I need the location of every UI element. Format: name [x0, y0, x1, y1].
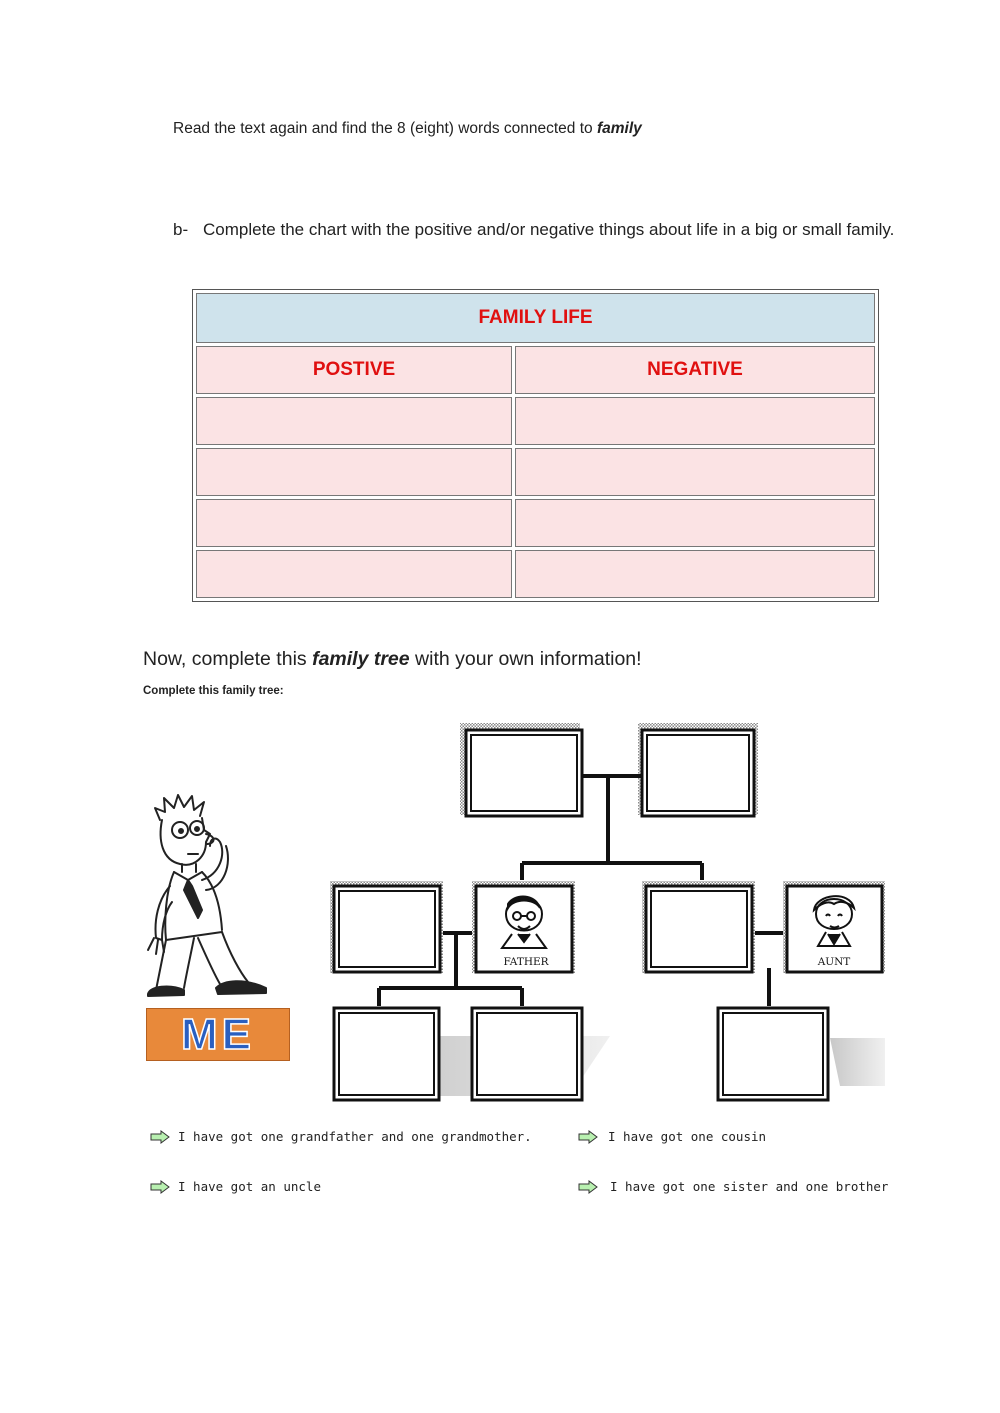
- column-header-negative: NEGATIVE: [515, 346, 875, 394]
- clue-text: I have got one cousin: [608, 1129, 767, 1144]
- heading-pre: Now, complete this: [143, 648, 313, 670]
- clue-text: I have got one sister and one brother: [610, 1179, 889, 1194]
- negative-cell[interactable]: [515, 397, 875, 445]
- aunt-label: AUNT: [817, 956, 851, 968]
- family-life-table: [192, 289, 879, 602]
- clue-text: I have got one grandfather and one grandmother.: [178, 1129, 532, 1144]
- father-box: [472, 881, 575, 973]
- clue-item: [578, 1179, 888, 1194]
- table-row: [196, 499, 875, 547]
- positive-cell[interactable]: [196, 550, 512, 598]
- child-box-empty-2[interactable]: [472, 1008, 582, 1100]
- me-label: [147, 1009, 289, 1060]
- item-label: b-: [173, 220, 189, 239]
- table-row: [196, 448, 875, 496]
- family-tree-diagram: [320, 718, 890, 1103]
- negative-cell[interactable]: [515, 448, 875, 496]
- heading-emphasis: family tree: [312, 648, 410, 670]
- green-arrow-icon: [150, 1130, 170, 1144]
- table-row: [196, 550, 875, 598]
- instruction-find-words: [173, 120, 642, 138]
- clue-item: [150, 1179, 321, 1194]
- parent-box-empty-2[interactable]: [642, 881, 755, 973]
- grandparent-box-2[interactable]: [638, 723, 758, 816]
- aunt-box: [783, 881, 885, 973]
- column-header-positive: POSTIVE: [196, 346, 512, 394]
- negative-cell[interactable]: [515, 499, 875, 547]
- me-text: ME: [181, 1010, 255, 1059]
- table-title: FAMILY LIFE: [196, 293, 875, 343]
- table-row: [196, 397, 875, 445]
- negative-cell[interactable]: [515, 550, 875, 598]
- father-label: FATHER: [503, 956, 549, 968]
- boy-cartoon-image: [140, 790, 280, 1005]
- family-tree-subheading: Complete this family tree:: [143, 685, 284, 697]
- green-arrow-icon: [578, 1180, 598, 1194]
- positive-cell[interactable]: [196, 499, 512, 547]
- instruction-item-b: [173, 218, 933, 242]
- shadow: [830, 1038, 885, 1086]
- item-text: Complete the chart with the positive and/or negative things about life in a big or small family.: [203, 220, 895, 239]
- heading-post: with your own information!: [409, 648, 642, 670]
- cousin-box-empty[interactable]: [718, 1008, 828, 1100]
- clue-item: [150, 1129, 532, 1144]
- instruction-text: Read the text again and find the 8 (eight) words connected to: [173, 120, 597, 137]
- positive-cell[interactable]: [196, 448, 512, 496]
- child-box-empty-1[interactable]: [334, 1008, 439, 1100]
- me-label-box: [146, 1008, 290, 1061]
- clue-item: [578, 1129, 766, 1144]
- parent-box-empty-1[interactable]: [330, 881, 443, 973]
- green-arrow-icon: [150, 1180, 170, 1194]
- instruction-emphasis: family: [596, 120, 642, 137]
- grandparent-box-1[interactable]: [460, 723, 582, 816]
- family-tree-heading: [143, 648, 642, 671]
- clue-text: I have got an uncle: [178, 1179, 321, 1194]
- green-arrow-icon: [578, 1130, 598, 1144]
- positive-cell[interactable]: [196, 397, 512, 445]
